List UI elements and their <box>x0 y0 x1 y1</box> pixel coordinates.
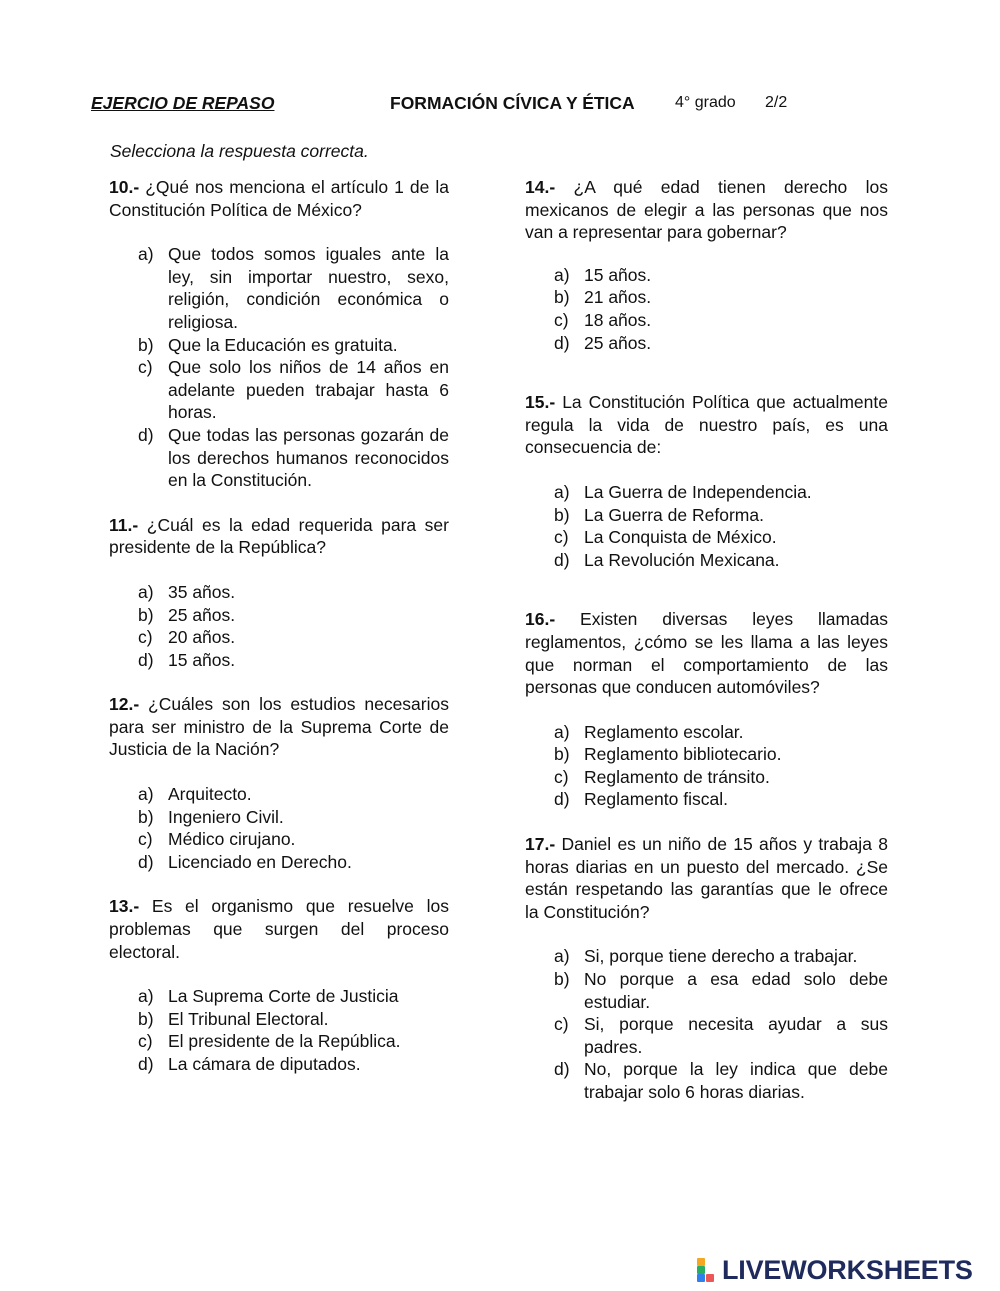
right-column <box>525 176 888 1104</box>
question-text: 11.- ¿Cuál es la edad requerida para ser presidente de la República? <box>109 514 449 558</box>
question-13 <box>109 895 449 1075</box>
option-b[interactable]: b) 21 años. <box>554 287 652 308</box>
option-d[interactable]: d) La Revolución Mexicana. <box>554 549 780 570</box>
question-12 <box>109 693 449 873</box>
option-c[interactable]: c) Médico cirujano. <box>138 829 296 850</box>
option-d[interactable]: d) No, porque la ley indica que debe trabajar solo 6 horas diarias. <box>554 1059 888 1102</box>
worksheet-header <box>0 93 1000 117</box>
instruction-text: Selecciona la respuesta correcta. <box>110 141 369 161</box>
option-a[interactable]: a) La Suprema Corte de Justicia <box>138 986 399 1007</box>
question-number: 13.- <box>109 896 140 917</box>
option-c[interactable]: c) Que solo los niños de 14 años en adelante pueden trabajar hasta 6 horas. <box>138 357 449 423</box>
option-b[interactable]: b) El Tribunal Electoral. <box>138 1008 329 1029</box>
question-number: 16.- <box>525 609 556 630</box>
option-b[interactable]: b) La Guerra de Reforma. <box>554 504 764 525</box>
left-column <box>109 176 449 1076</box>
option-b[interactable]: b) Ingeniero Civil. <box>138 806 284 827</box>
question-text: 16.- Existen diversas leyes llamadas reglamentos, ¿cómo se les llama a las leyes que norman el comportamiento de las personas que conducen automóviles? <box>525 609 888 698</box>
question-text: 13.- Es el organismo que resuelve los problemas que surgen del proceso electoral. <box>109 896 449 962</box>
option-d[interactable]: d) 25 años. <box>554 332 652 353</box>
option-d[interactable]: d) Reglamento fiscal. <box>554 789 728 810</box>
question-number: 10.- <box>109 177 140 197</box>
question-text: 10.- ¿Qué nos menciona el artículo 1 de la Constitución Política de México? <box>109 177 449 220</box>
option-a[interactable]: a) Que todos somos iguales ante la ley, sin importar nuestro, sexo, religión, condición económica o religiosa. <box>138 244 449 332</box>
options-list <box>525 945 888 1103</box>
grade-label: 4° grado <box>675 94 736 111</box>
question-text: 17.- Daniel es un niño de 15 años y trabaja 8 horas diarias en un puesto del mercado. ¿Se están respetando las garantías que le ofrece la Constitución? <box>525 834 888 922</box>
option-c[interactable]: c) Si, porque necesita ayudar a sus padres. <box>554 1014 888 1057</box>
option-b[interactable]: b) Reglamento bibliotecario. <box>554 744 782 765</box>
option-c[interactable]: c) Reglamento de tránsito. <box>554 766 770 787</box>
question-number: 14.- <box>525 177 556 197</box>
question-15 <box>525 391 888 571</box>
option-b[interactable]: b) Que la Educación es gratuita. <box>138 334 398 355</box>
option-c[interactable]: c) El presidente de la República. <box>138 1031 401 1052</box>
logo-text: LIVEWORKSHEETS <box>722 1255 973 1285</box>
question-number: 15.- <box>525 392 556 413</box>
option-c[interactable]: c) 18 años. <box>554 309 652 330</box>
page-number: 2/2 <box>765 94 788 111</box>
question-16 <box>525 608 888 811</box>
option-a[interactable]: a) Si, porque tiene derecho a trabajar. <box>554 946 858 967</box>
option-d[interactable]: d) La cámara de diputados. <box>138 1054 361 1074</box>
option-b[interactable]: b) No porque a esa edad solo debe estudiar. <box>554 969 888 1012</box>
options-list <box>525 264 888 354</box>
option-a[interactable]: a) Arquitecto. <box>138 784 252 805</box>
question-number: 11.- <box>109 514 139 535</box>
question-text: 15.- La Constitución Política que actualmente regula la vida de nuestro país, es una consecuencia de: <box>525 392 888 458</box>
question-text: 14.- ¿A qué edad tienen derecho los mexicanos de elegir a las personas que nos van a representar para gobernar? <box>525 177 888 243</box>
option-a[interactable]: a) 15 años. <box>554 264 652 285</box>
subject-title: FORMACIÓN CÍVICA Y ÉTICA <box>390 93 635 113</box>
question-number: 17.- <box>525 834 556 855</box>
question-10 <box>109 176 449 492</box>
options-list <box>109 783 449 873</box>
exercise-title: EJERCIO DE REPASO <box>91 93 275 113</box>
option-c[interactable]: c) 20 años. <box>138 627 236 648</box>
question-text: 12.- ¿Cuáles son los estudios necesarios para ser ministro de la Suprema Corte de Justicia de la Nación? <box>109 694 449 760</box>
option-a[interactable]: a) 35 años. <box>138 581 236 602</box>
question-11 <box>109 514 449 672</box>
options-list <box>109 581 449 671</box>
option-a[interactable]: a) Reglamento escolar. <box>554 721 744 742</box>
logo-squares-icon <box>697 1258 719 1282</box>
question-number: 12.- <box>109 694 140 715</box>
option-d[interactable]: d) 15 años. <box>138 649 236 670</box>
options-list <box>109 985 449 1075</box>
option-d[interactable]: d) Licenciado en Derecho. <box>138 851 352 872</box>
option-d[interactable]: d) Que todas las personas gozarán de los derechos humanos reconocidos en la Constitución. <box>138 424 449 491</box>
options-list <box>109 243 449 492</box>
option-a[interactable]: a) La Guerra de Independencia. <box>554 481 812 502</box>
options-list <box>525 721 888 811</box>
option-b[interactable]: b) 25 años. <box>138 604 236 625</box>
question-17 <box>525 833 888 1104</box>
options-list <box>525 481 888 571</box>
question-14 <box>525 176 888 354</box>
option-c[interactable]: c) La Conquista de México. <box>554 527 777 548</box>
